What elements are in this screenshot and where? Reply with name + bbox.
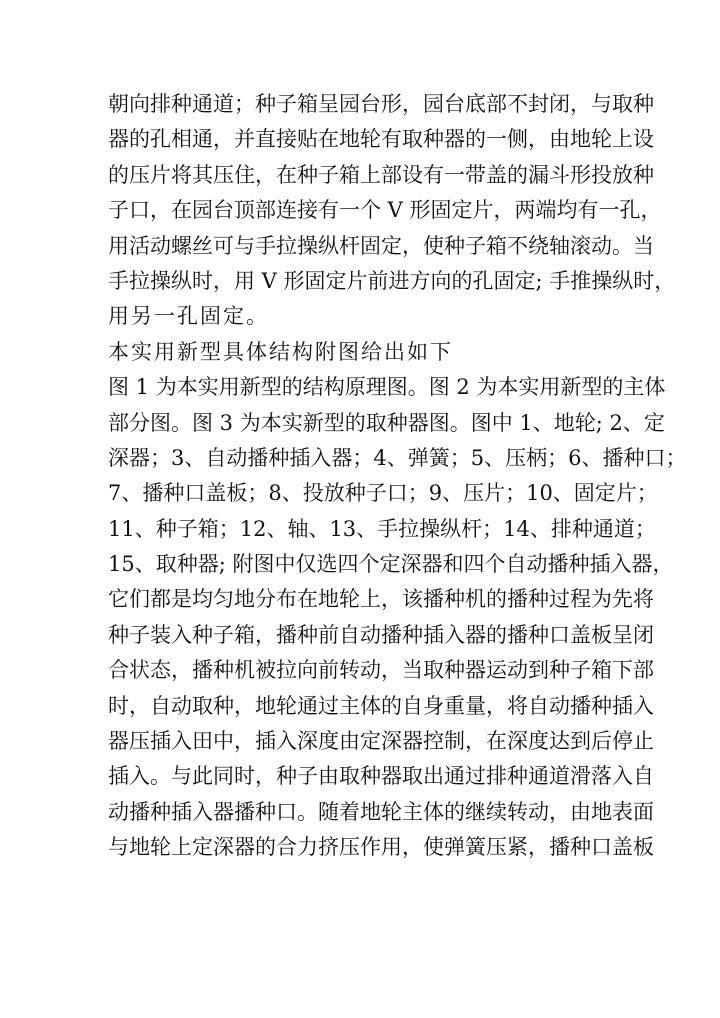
text-line: 11、种子箱；12、轴、13、手拉操纵杆；14、排种通道； — [108, 516, 656, 541]
text-line: 图 1 为本实用新型的结构原理图。图 2 为本实用新型的主体 — [108, 375, 666, 400]
text-line: 朝向排种通道；种子箱呈园台形，园台底部不封闭，与取种 — [108, 92, 654, 116]
text-line: 子口，在园台顶部连接有一个 V 形固定片，两端均有一孔， — [108, 198, 662, 223]
text-line: 部分图。图 3 为本实新型的取种器图。图中 1、地轮; 2、定 — [108, 410, 665, 435]
text-line: 种子装入种子箱，播种前自动播种插入器的播种口盖板呈闭 — [108, 622, 654, 647]
text-line: 合状态，播种机被拉向前转动，当取种器运动到种子箱下部 — [108, 658, 654, 683]
text-line: 手拉操纵时，用 V 形固定片前进方向的孔固定; 手推操纵时， — [108, 268, 676, 293]
text-line: 插入。与此同时，种子由取种器取出通过排种通道滑落入自 — [108, 764, 654, 789]
text-line: 15、取种器; 附图中仅选四个定深器和四个自动播种插入器， — [108, 552, 674, 577]
text-line: 用另一孔固定。 — [108, 304, 269, 329]
text-line: 7、播种口盖板；8、投放种子口；9、压片；10、固定片； — [108, 481, 658, 506]
text-line: 器的孔相通，并直接贴在地轮有取种器的一侧，由地轮上设 — [108, 127, 654, 152]
text-line: 的压片将其压住，在种子箱上部设有一带盖的漏斗形投放种 — [108, 162, 654, 187]
text-line: 与地轮上定深器的合力挤压作用，使弹簧压紧，播种口盖板 — [108, 835, 654, 860]
text-line: 器压插入田中，插入深度由定深器控制，在深度达到后停止 — [108, 729, 654, 754]
text-line: 动播种插入器播种口。随着地轮主体的继续转动，由地表面 — [108, 799, 654, 824]
document-body — [108, 87, 687, 866]
text-line: 它们都是均匀地分布在地轮上，该播种机的播种过程为先将 — [108, 587, 654, 612]
text-line: 深器；3、自动播种插入器；4、弹簧；5、压柄；6、播种口； — [108, 445, 687, 470]
section-heading: 本实用新型具体结构附图给出如下 — [108, 339, 453, 364]
text-line: 用活动螺丝可与手拉操纵杆固定，使种子箱不绕轴滚动。当 — [108, 233, 654, 258]
text-line: 时，自动取种，地轮通过主体的自身重量，将自动播种插入 — [108, 693, 654, 718]
